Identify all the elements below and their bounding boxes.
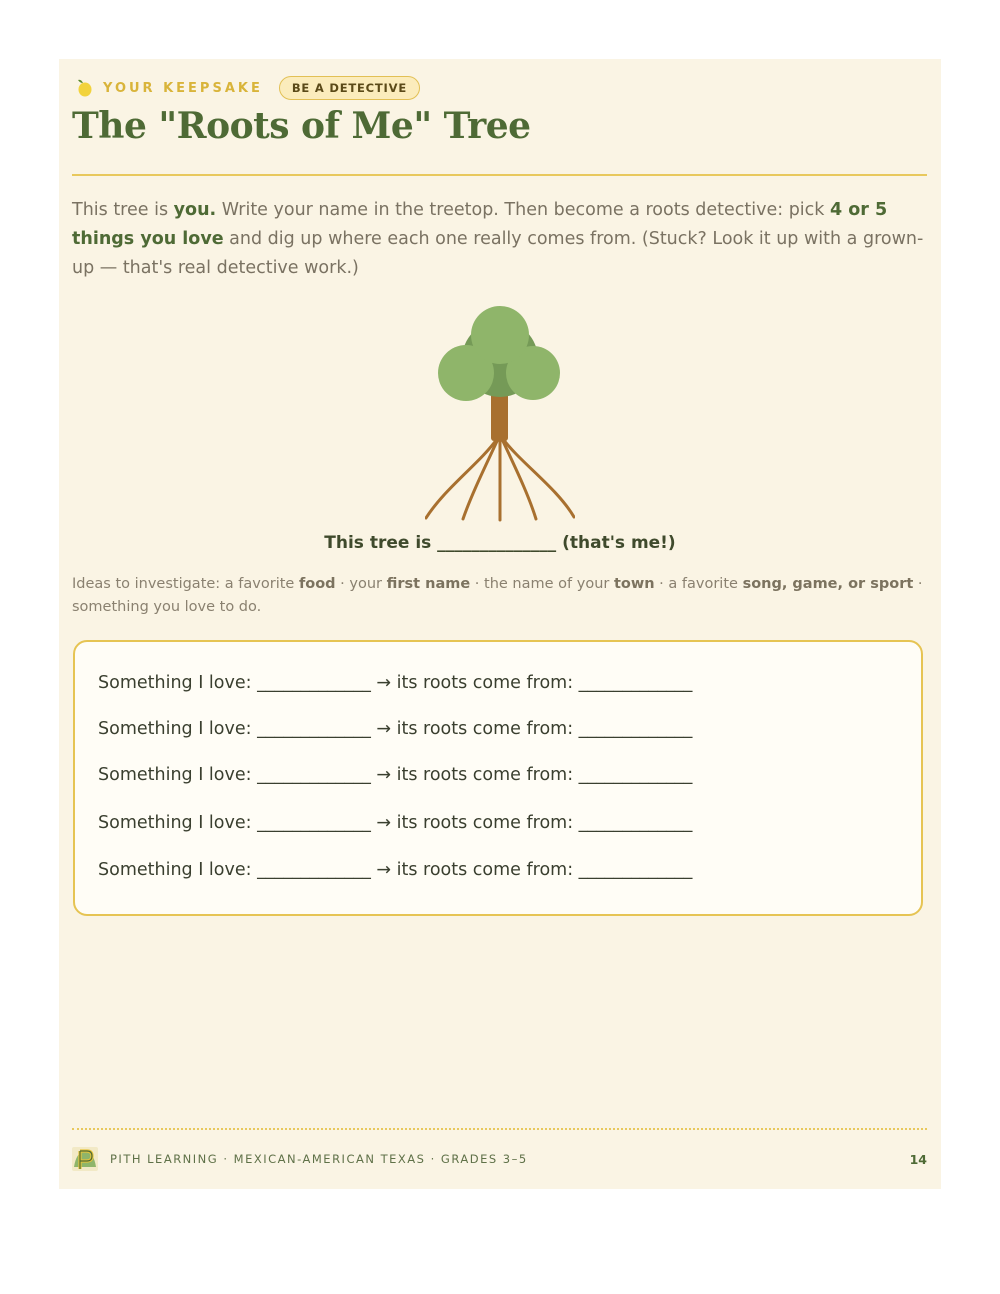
intro-emphasis-things: 4 or 5 things you love [72, 200, 888, 249]
ideas-text-3: · the name of your [470, 576, 614, 592]
tree-name-caption: This tree is ______________ (that's me!) [324, 533, 676, 553]
idea-food: food [298, 576, 336, 592]
footer-credits: PITH LEARNING · MEXICAN-AMERICAN TEXAS · GRADES 3–5 [110, 1152, 528, 1166]
intro-emphasis-you: you. [173, 200, 217, 220]
pith-logo-icon [72, 1147, 98, 1171]
fill-in-box [73, 640, 923, 916]
worksheet-page [59, 59, 941, 1189]
ideas-text-1: Ideas to investigate: a favorite [72, 576, 299, 592]
intro-paragraph [72, 196, 932, 283]
eyebrow-row [75, 74, 420, 102]
fill-in-line-4[interactable]: Something I love: _____________ → its roots come from: _____________ [98, 813, 693, 833]
intro-text-1: This tree is [72, 200, 174, 220]
idea-town: town [613, 576, 655, 592]
ideas-text-2: · your [335, 576, 387, 592]
page-number: 14 [909, 1151, 927, 1167]
lemon-icon [75, 78, 95, 98]
tree-illustration [425, 303, 575, 523]
eyebrow-label: YOUR KEEPSAKE [103, 80, 263, 96]
intro-text-2: Write your name in the treetop. Then become a roots detective: pick [216, 200, 830, 220]
tree-roots [426, 439, 574, 520]
intro-text-3: and dig up where each one really comes from. (Stuck? Look it up with a grown-up — that's real detective work.) [72, 229, 924, 278]
idea-song-game-sport: song, game, or sport [742, 576, 914, 592]
detective-badge: BE A DETECTIVE [279, 76, 420, 100]
footer-divider [72, 1128, 927, 1130]
fill-in-line-3[interactable]: Something I love: _____________ → its roots come from: _____________ [98, 765, 693, 785]
ideas-text-5: · something you love to do. [72, 576, 923, 615]
ideas-list [72, 573, 932, 619]
fill-in-line-2[interactable]: Something I love: _____________ → its roots come from: _____________ [98, 719, 693, 739]
fill-in-line-1[interactable]: Something I love: _____________ → its roots come from: _____________ [98, 673, 693, 693]
page-title: The "Roots of Me" Tree [72, 105, 531, 147]
idea-first-name: first name [386, 576, 471, 592]
ideas-text-4: · a favorite [654, 576, 743, 592]
title-divider [72, 174, 927, 176]
tree-canopy [438, 306, 560, 401]
footer [72, 1147, 927, 1171]
fill-in-line-5[interactable]: Something I love: _____________ → its roots come from: _____________ [98, 860, 693, 880]
